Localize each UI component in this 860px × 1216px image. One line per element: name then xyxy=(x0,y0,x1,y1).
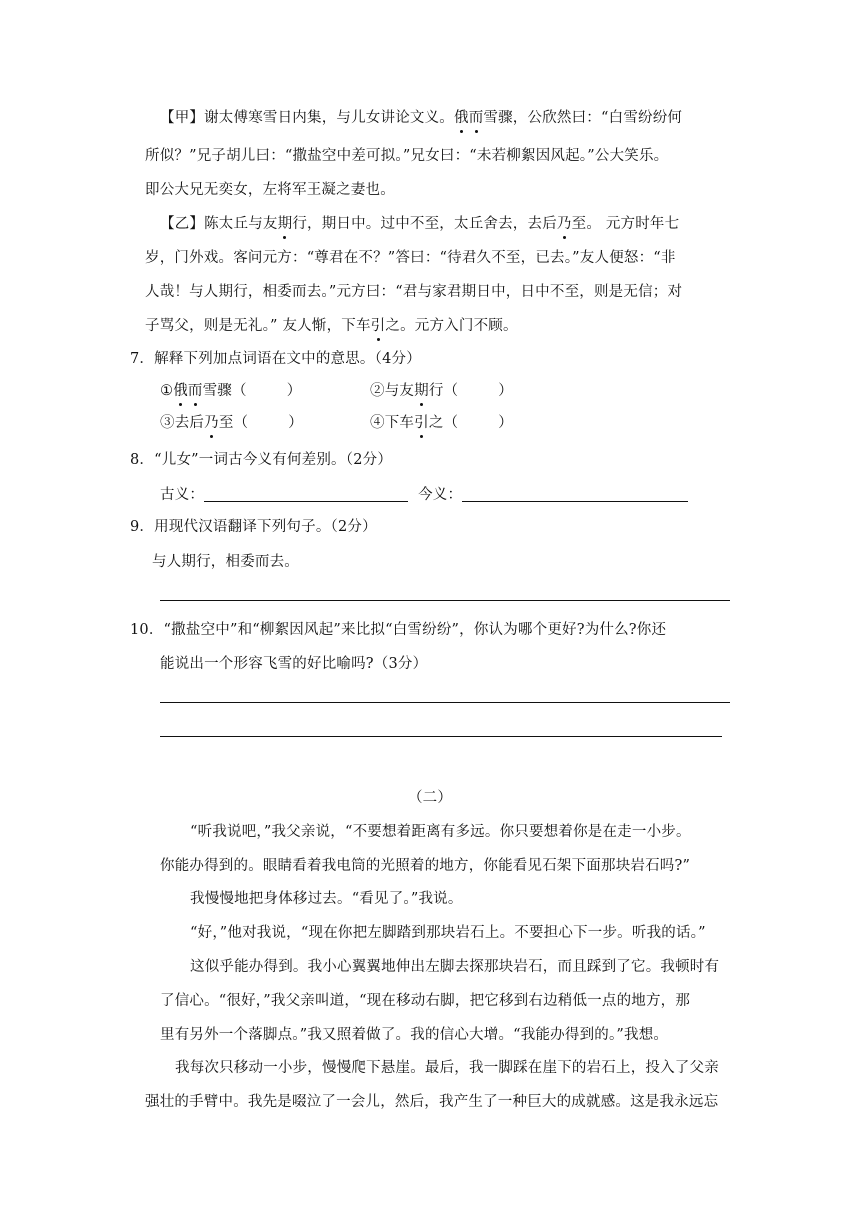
section-heading: （二） xyxy=(407,790,453,806)
question-9-sentence: 与人期行，相委而去。 xyxy=(152,554,299,570)
paragraph-line: 了信心。“很好，”我父亲叫道，“现在移动右脚，把它移到右边稍低一点的地方，那 xyxy=(160,993,691,1009)
text: 至（ xyxy=(218,415,249,431)
text: ） xyxy=(288,415,303,431)
text: 行，期日中。过中不至，太丘舍去，去后 xyxy=(292,216,557,232)
passage-yi-line-3: 人哉！与人期行，相委而去。”元方曰：“君与家君期日中，日中不至，则是无信；对 xyxy=(145,284,683,300)
ancient-meaning-label: 古义： xyxy=(160,487,205,503)
dotted-char: 乃 xyxy=(204,415,219,431)
text: 子骂父，则是无礼。” 友人惭，下车 xyxy=(145,318,371,334)
question-8-title: 8．“儿女”一词古今义有何差别。（2分） xyxy=(130,452,393,468)
text: 之（ xyxy=(428,415,459,431)
passage-yi-line-2: 岁，门外戏。客问元方：“尊君在不？”答曰：“待君久不至，已去。”友人便怒：“非 xyxy=(145,250,676,266)
text: 雪骤（ xyxy=(202,383,247,399)
answer-line[interactable] xyxy=(160,702,730,703)
dotted-char: 而 xyxy=(187,383,203,399)
question-9-title: 9．用现代汉语翻译下列句子。（2分） xyxy=(130,519,377,535)
modern-meaning-label: 今义： xyxy=(418,487,463,503)
passage-yi-line-4 xyxy=(145,316,518,336)
dotted-char: 引 xyxy=(414,415,429,431)
question-8-answers xyxy=(160,485,688,505)
dotted-char: 期 xyxy=(414,383,429,399)
answer-line[interactable] xyxy=(160,600,730,601)
text: ②与友 xyxy=(370,383,415,399)
paragraph-line: 里有另外一个落脚点。”我又照着做了。我的信心大增。“我能办得到的。”我想。 xyxy=(160,1027,669,1043)
text: ④下车 xyxy=(370,415,415,431)
text: ） xyxy=(498,383,513,399)
answer-line[interactable] xyxy=(160,736,722,737)
dotted-char: 俄 xyxy=(454,110,469,126)
text: 【甲】谢太傅寒雪日内集，与儿女讲论文义。 xyxy=(160,110,454,126)
text: 【乙】陈太丘与友 xyxy=(160,216,278,232)
passage-jia-line-2: 所似？”兄子胡儿曰：“撒盐空中差可拟。”兄女曰：“未若柳絮因风起。”公大笑乐。 xyxy=(145,148,669,164)
text: ） xyxy=(286,383,302,399)
question-10-line-1: 10．“撒盐空中”和“柳絮因风起”来比拟“白雪纷纷”，你认为哪个更好?为什么?你还 xyxy=(130,622,667,638)
passage-jia-line-3: 即公大兄无奕女，左将军王凝之妻也。 xyxy=(145,182,395,198)
text: ① xyxy=(160,383,174,399)
question-7-item-1 xyxy=(160,381,301,401)
text: 雪骤，公欣然曰：“白雪纷纷何 xyxy=(483,110,683,126)
modern-meaning-blank[interactable] xyxy=(462,487,688,502)
text: 行（ xyxy=(428,383,459,399)
paragraph-line: “好，”他对我说，“现在你把左脚踏到那块岩石上。不要担心下一步。听我的话。” xyxy=(190,925,706,941)
dotted-char: 引 xyxy=(370,318,386,334)
dotted-char: 俄 xyxy=(173,383,188,399)
paragraph-line: 这似乎能办得到。我小心翼翼地伸出左脚去探那块岩石，而且踩到了它。我顿时有 xyxy=(190,959,720,975)
paragraph-line: 强壮的手臂中。我先是啜泣了一会儿，然后，我产生了一种巨大的成就感。这是我永远忘 xyxy=(145,1094,719,1110)
paragraph-line: “听我说吧，”我父亲说，“不要想着距离有多远。你只要想着你是在走一小步。 xyxy=(190,824,691,840)
question-7-title: 7．解释下列加点词语在文中的意思。（4分） xyxy=(130,351,421,367)
paragraph-line: 你能办得到的。眼睛看着我电筒的光照着的地方，你能看见石架下面那块岩石吗?” xyxy=(160,858,691,874)
dotted-char: 期 xyxy=(277,216,293,232)
paragraph-line: 我慢慢地把身体移过去。“看见了。”我说。 xyxy=(190,891,463,907)
text: 之。元方入门不顾。 xyxy=(385,318,518,334)
passage-jia-line-1 xyxy=(160,108,682,128)
dotted-char: 而 xyxy=(468,110,484,126)
question-10-line-2: 能说出一个形容飞雪的好比喻吗?（3分） xyxy=(160,656,428,672)
question-7-item-2 xyxy=(370,381,513,401)
question-7-item-4 xyxy=(370,413,513,433)
passage-yi-line-1 xyxy=(160,214,679,234)
text: ） xyxy=(498,415,513,431)
ancient-meaning-blank[interactable] xyxy=(204,487,408,502)
text: 至。 元方时年七 xyxy=(571,216,680,232)
question-7-item-3 xyxy=(160,413,303,433)
dotted-char: 乃 xyxy=(556,216,572,232)
paragraph-line: 我每次只移动一小步，慢慢爬下悬崖。最后，我一脚踩在崖下的岩石上，投入了父亲 xyxy=(175,1060,719,1076)
text: ③去后 xyxy=(160,415,205,431)
